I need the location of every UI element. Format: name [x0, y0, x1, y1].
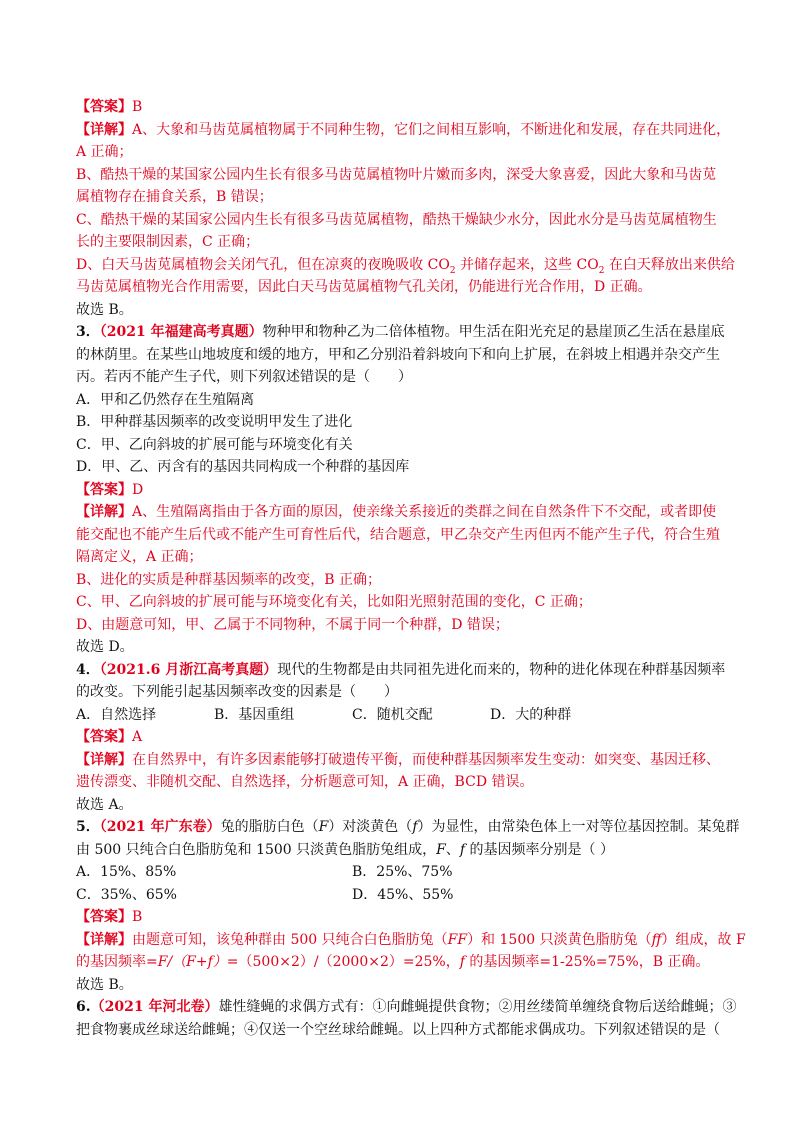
- document-page: [76, 96, 746, 1041]
- q3-detail-line: 能交配也不能产生后代或不能产生可育性后代，结合题意，甲乙杂交产生丙但丙不能产生子代，符合生殖: [76, 526, 720, 543]
- answer-value: D: [132, 481, 144, 498]
- q2-answer: [76, 96, 736, 119]
- q3-detail-line: 隔离定义，A 正确；: [76, 549, 203, 565]
- q5-options-row: [76, 884, 736, 907]
- answer-label: 【答案】: [76, 909, 132, 925]
- q4-option-d: D．大的种群: [490, 706, 572, 723]
- q3-option-a: A．甲和乙仍然存在生殖隔离: [76, 391, 255, 408]
- q2-detail-line: 【详解】A、大象和马齿苋属植物属于不同种生物，它们之间相互影响，不断进化和发展，存在共同进化，: [76, 121, 731, 138]
- q6-stem-line: 把食物裹成丝球送给雌蝇；④仅送一个空丝球给雌蝇。以上四种方式都能求偶成功。下列叙述错误的是（: [76, 1021, 720, 1038]
- q3-stem-line: 丙。若丙不能产生子代，则下列叙述错误的是（ ）: [76, 369, 412, 385]
- q3-detail-line: C、甲、乙向斜坡的扩展可能与环境变化有关，比如阳光照射范围的变化，C 正确；: [76, 594, 592, 610]
- answer-label: 【答案】: [76, 729, 132, 745]
- q4-stem-line: 的改变。下列能引起基因频率改变的因素是（ ）: [76, 684, 398, 700]
- q5-option-d: D．45%、55%: [352, 886, 454, 903]
- q4-option-b: B．基因重组: [214, 706, 295, 723]
- q5-detail-line: 【详解】由题意可知，该兔种群由 500 只纯合白色脂肪兔（FF）和 1500 只淡黄色脂肪兔（ff）组成，故 F: [76, 931, 746, 948]
- q4-answer: [76, 726, 736, 749]
- detail-label: 【详解】: [76, 504, 132, 520]
- answer-value: B: [132, 99, 143, 115]
- q2-detail-line: 属植物存在捕食关系，B 错误；: [76, 189, 273, 205]
- q5-conclusion: 故选 B。: [76, 976, 133, 993]
- q4-detail-line: 遗传漂变、非随机交配、自然选择，分析题意可知，A 正确，BCD 错误。: [76, 774, 534, 790]
- q2-detail-line: B、酷热干燥的某国家公园内生长有很多马齿苋属植物叶片嫩而多肉，深受大象喜爱，因此大象和马齿苋: [76, 166, 717, 183]
- q3-detail-line: B、进化的实质是种群基因频率的改变，B 正确；: [76, 571, 382, 588]
- q4-options-row: [76, 704, 736, 727]
- q5-stem: 5．（2021 年广东卷）兔的脂肪白色（F）对淡黄色（f）为显性，由常染色体上一对等位基因控制。某兔群: [76, 819, 740, 835]
- q4-detail-line: 【详解】在自然界中，有许多因素能够打破遗传平衡，而使种群基因频率发生变动：如突变、基因迁移、: [76, 751, 720, 768]
- question-source: （2021 年广东卷）: [99, 819, 221, 835]
- q5-stem-line: 由 500 只纯合白色脂肪兔和 1500 只淡黄色脂肪兔组成，F、f 的基因频率分别是（ ）: [76, 841, 614, 858]
- q2-detail-line: 长的主要限制因素，C 正确；: [76, 234, 260, 250]
- q4-conclusion: 故选 A。: [76, 796, 133, 813]
- q2-detail-line: C、酷热干燥的某国家公园内生长有很多马齿苋属植物，酷热干燥缺少水分，因此水分是马齿苋属植物生: [76, 211, 717, 228]
- question-source: （2021 年福建高考真题）: [99, 324, 263, 340]
- detail-label: 【详解】: [76, 751, 132, 768]
- q3-option-d: D．甲、乙、丙含有的基因共同构成一个种群的基因库: [76, 459, 410, 475]
- q4-stem: 4．（2021.6 月浙江高考真题）现代的生物都是由共同祖先进化而来的，物种的进化体现在种群基因频率: [76, 661, 726, 678]
- answer-value: B: [132, 909, 143, 925]
- q3-detail-line: 【详解】A、生殖隔离指由于各方面的原因，使亲缘关系接近的类群之间在自然条件下不交配，或者即使: [76, 504, 717, 520]
- q3-conclusion: 故选 D。: [76, 639, 134, 655]
- q3-stem-line: 的林荫里。在某些山地坡度和缓的地方，甲和乙分别沿着斜坡向下和向上扩展，在斜坡上相遇并杂交产生: [76, 346, 720, 363]
- answer-label: 【答案】: [76, 481, 132, 498]
- q5-detail-line: 的基因频率=F/（F+f）=（500×2）/（2000×2）=25%，f 的基因频率=1-25%=75%，B 正确。: [76, 954, 710, 970]
- question-number: 4．: [76, 661, 100, 678]
- q2-conclusion: 故选 B。: [76, 301, 133, 318]
- q5-option-c: C．35%、65%: [76, 886, 177, 903]
- q4-option-c: C．随机交配: [352, 706, 433, 723]
- question-source: （2021 年河北卷）: [90, 999, 219, 1015]
- q2-detail-line: A 正确；: [76, 144, 133, 160]
- q3-option-c: C．甲、乙向斜坡的扩展可能与环境变化有关: [76, 436, 353, 453]
- q2-detail-line: 马齿苋属植物光合作用需要，因此白天马齿苋属植物气孔关闭，仍能进行光合作用，D 正确。: [76, 279, 652, 295]
- q4-option-a: A．自然选择: [76, 706, 157, 723]
- question-number: 5．: [76, 819, 100, 835]
- q3-option-b: B．甲种群基因频率的改变说明甲发生了进化: [76, 414, 353, 430]
- q2-detail-line-d: D、白天马齿苋属植物会关闭气孔，但在凉爽的夜晚吸收 $CO_2$ 并储存起来，这些 $CO_2$ 在白天释放出来供给: [76, 256, 735, 276]
- q3-detail-line: D、由题意可知，甲、乙属于不同物种，不属于同一个种群，D 错误；: [76, 616, 509, 633]
- q5-option-a: A．15%、85%: [76, 864, 177, 880]
- q5-options-row: [76, 861, 736, 884]
- q5-option-b: B．25%、75%: [352, 864, 453, 880]
- q3-stem: 3．（2021 年福建高考真题）物种甲和物种乙为二倍体植物。甲生活在阳光充足的悬崖顶乙生活在悬崖底: [76, 324, 725, 340]
- q3-answer: [76, 479, 736, 502]
- question-number: 6.: [76, 999, 91, 1015]
- q6-stem: 6.（2021 年河北卷）雄性缝蝇的求偶方式有：①向雌蝇提供食物；②用丝缕简单缠绕食物后送给雌蝇；③: [76, 999, 737, 1015]
- detail-label: 【详解】: [76, 931, 132, 948]
- answer-label: 【答案】: [76, 99, 132, 115]
- answer-value: A: [132, 729, 143, 745]
- question-number: 3．: [76, 324, 100, 340]
- detail-label: 【详解】: [76, 121, 132, 138]
- question-source: （2021.6 月浙江高考真题）: [99, 661, 278, 678]
- q5-answer: [76, 906, 736, 929]
